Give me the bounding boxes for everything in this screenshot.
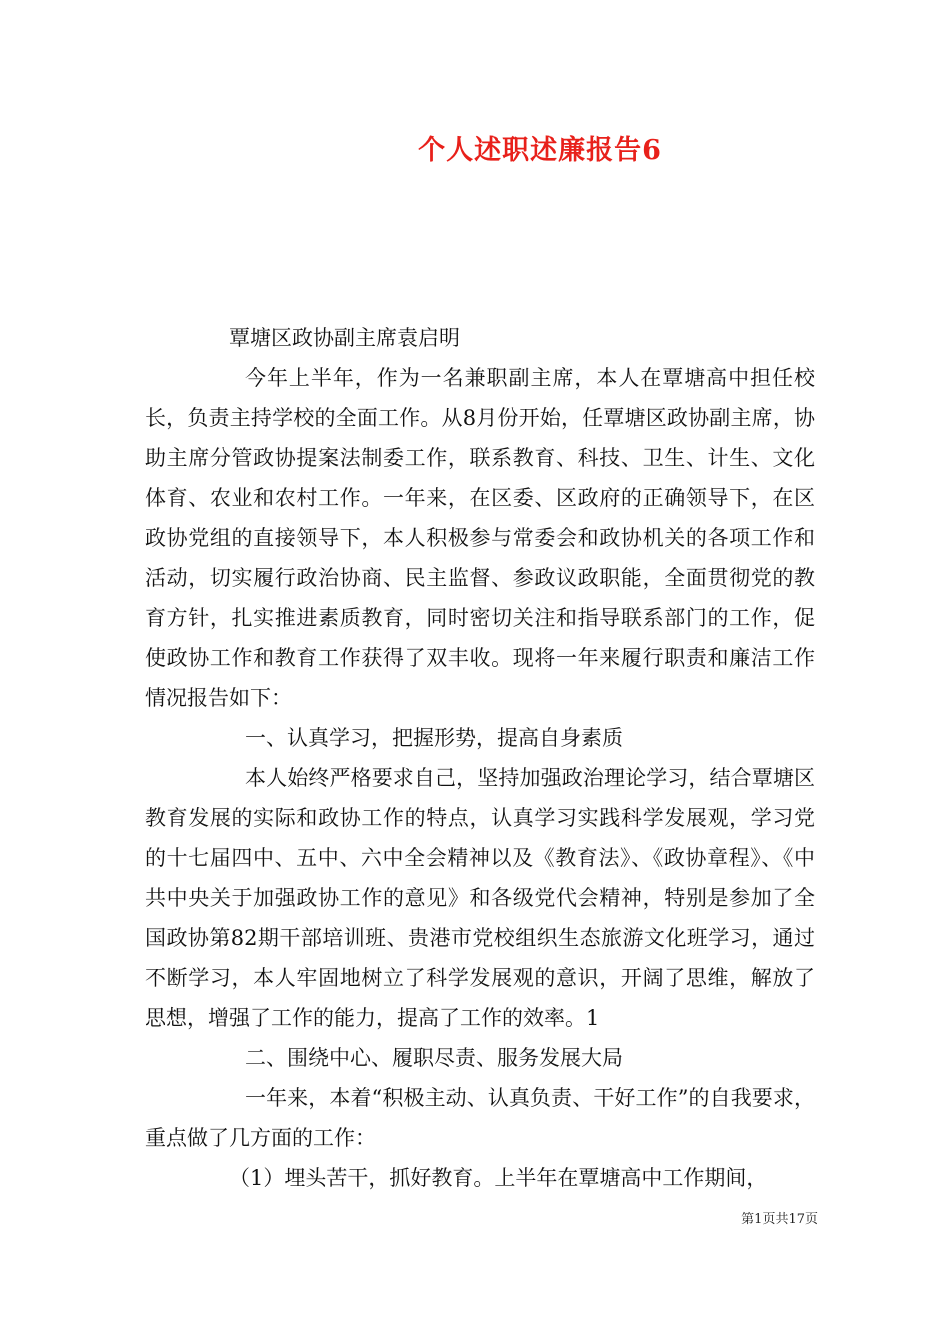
author-line: 覃塘区政协副主席袁启明 [229, 326, 460, 350]
paragraph-study: 本人始终严格要求自己，坚持加强政治理论学习，结合覃塘区教育发展的实际和政协工作的特点，认真学习实践科学发展观，学习党的十七届四中、五中、六中全会精神以及《教育法》、《政协章程》、《中共中央关于加强政协工作的意见》和各级党代会精神，特别是参加了全国政协第82期干部培训班、贵港市党校组织生态旅游文化班学习，通过不断学习，本人牢固地树立了科学发展观的意识，开阔了思维，解放了思想，增强了工作的能力，提高了工作的效率。1 [145, 766, 815, 1030]
paragraph-intro: 今年上半年，作为一名兼职副主席，本人在覃塘高中担任校长，负责主持学校的全面工作。从8月份开始，任覃塘区政协副主席，协助主席分管政协提案法制委工作，联系教育、科技、卫生、计生、文化体育、农业和农村工作。一年来，在区委、区政府的正确领导下，在区政协党组的直接领导下，本人积极参与常委会和政协机关的各项工作和活动，切实履行政治协商、民主监督、参政议政职能，全面贯彻党的教育方针，扎实推进素质教育，同时密切关注和指导联系部门的工作，促使政协工作和教育工作获得了双丰收。现将一年来履行职责和廉洁工作情况报告如下： [145, 366, 815, 710]
section-heading-2: 二、围绕中心、履职尽责、服务发展大局 [245, 1046, 623, 1070]
section-heading-1: 一、认真学习，把握形势，提高自身素质 [245, 726, 623, 750]
paragraph-work: 一年来，本着“积极主动、认真负责、干好工作”的自我要求，重点做了几方面的工作： [145, 1086, 815, 1150]
document-body [145, 318, 815, 1198]
paragraph-item-1: （1）埋头苦干，抓好教育。上半年在覃塘高中工作期间， [229, 1166, 768, 1190]
page-footer: 第1页共17页 [741, 1212, 818, 1227]
document-title: 个人述职述廉报告6 [418, 135, 662, 166]
